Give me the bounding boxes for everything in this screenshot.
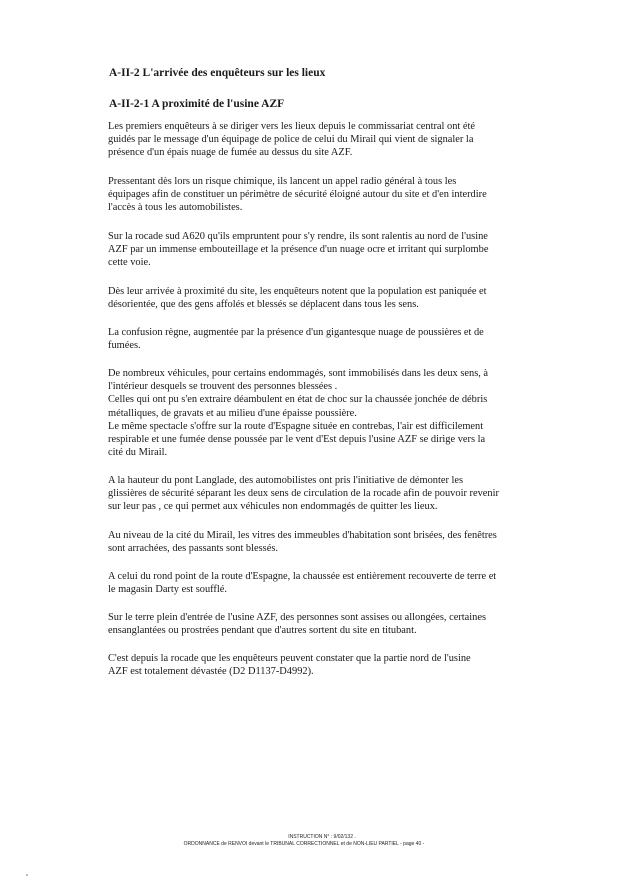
paragraph-line: AZF par un immense embouteillage et la présence d'un nuage ocre et irritant qui surplombe	[108, 244, 489, 256]
paragraph-line: La confusion règne, augmentée par la présence d'un gigantesque nuage de poussières et de	[108, 327, 484, 338]
paragraph-line: désorientée, que des gens affolés et blessés se déplacent dans tous les sens.	[108, 299, 419, 311]
paragraph	[108, 285, 548, 311]
paragraph-line: Celles qui ont pu s'en extraire déambulent en état de choc sur la chaussée jonchée de débris	[108, 394, 488, 406]
paragraph-line: AZF est totalement dévastée (D2 D1137-D4992).	[108, 666, 314, 678]
paragraph	[108, 230, 548, 270]
footer-instruction-number: INSTRUCTION N° : 9/02/132 .	[288, 834, 356, 840]
footer-document-title: ORDONNANCE de RENVOI devant le TRIBUNAL CORRECTIONNEL et de NON-LIEU PARTIEL - page 40 -	[183, 841, 425, 847]
paragraph-line: sont arrachées, des passants sont blessés.	[108, 543, 278, 555]
paragraph	[108, 474, 548, 514]
paragraph-line: A la hauteur du pont Langlade, des automobilistes ont pris l'initiative de démonter les	[108, 475, 464, 486]
subsection-heading: A-II-2-1 A proximité de l'usine AZF	[109, 98, 285, 110]
paragraph-line: cité du Mirail.	[108, 447, 168, 459]
paragraph-line: cette voie.	[108, 257, 151, 269]
paragraph-line: C'est depuis la rocade que les enquêteurs peuvent constater que la partie nord de l'usine	[108, 653, 471, 664]
paragraph-line: l'intérieur desquels se trouvent des personnes blessées .	[108, 381, 338, 393]
paragraph-line: le magasin Darty est soufflé.	[108, 584, 227, 596]
paragraph-line: Les premiers enquêteurs à se diriger vers les lieux depuis le commissariat central ont été	[108, 121, 476, 132]
paragraph	[108, 120, 548, 160]
paragraph	[108, 652, 548, 678]
paragraph-line: Sur la rocade sud A620 qu'ils empruntent pour s'y rendre, ils sont ralentis au nord de l'usine	[108, 231, 488, 242]
paragraph-line: guidés par le message d'un équipage de police de celui du Mirail qui vient de signaler la	[108, 134, 474, 146]
paragraph-line: équipages afin de constituer un périmètre de sécurité éloigné autour du site et d'en interdire	[108, 189, 487, 201]
paragraph-line: glissières de sécurité séparant les deux sens de circulation de la rocade afin de pouvoir revenir	[108, 488, 499, 500]
paragraph-line: l'accès à tous les automobilistes.	[108, 202, 243, 214]
section-heading: A-II-2 L'arrivée des enquêteurs sur les lieux	[109, 67, 326, 79]
paragraph	[108, 529, 548, 555]
paragraph-line: métalliques, de gravats et au milieu d'une épaisse poussière.	[108, 407, 357, 419]
paragraph-line: respirable et une fumée dense poussée par le vent d'Est depuis l'usine AZF se dirige vers la	[108, 434, 486, 446]
paragraph-line: présence d'un épais nuage de fumée au dessus du site AZF.	[108, 147, 353, 159]
paragraph	[108, 326, 548, 352]
paragraph-line: fumées.	[108, 340, 141, 352]
paragraph	[108, 611, 548, 637]
paragraph-line: Le même spectacle s'offre sur la route d'Espagne située en contrebas, l'air est difficilement	[108, 420, 484, 432]
paragraph	[108, 570, 548, 596]
paragraph-line: sur leur pas , ce qui permet aux véhicules non endommagés de quitter les lieux.	[108, 501, 438, 513]
paragraph-line: Au niveau de la cité du Mirail, les vitres des immeubles d'habitation sont brisées, des fenêtres	[108, 530, 497, 541]
paragraph-line: Pressentant dès lors un risque chimique, ils lancent un appel radio général à tous les	[108, 176, 457, 187]
paragraph-line: Dès leur arrivée à proximité du site, les enquêteurs notent que la population est paniquée et	[108, 286, 487, 297]
paragraph-line: ensanglantées ou prostrées pendant que d'autres sortent du site en titubant.	[108, 625, 417, 637]
paragraph	[108, 175, 548, 215]
paragraph	[108, 367, 548, 459]
paragraph-line: A celui du rond point de la route d'Espagne, la chaussée est entièrement recouverte de terre et	[108, 571, 497, 582]
scan-artifact	[26, 874, 28, 876]
paragraph-line: De nombreux véhicules, pour certains endommagés, sont immobilisés dans les deux sens, à	[108, 368, 489, 379]
paragraph-line: Sur le terre plein d'entrée de l'usine AZF, des personnes sont assises ou allongées, certaines	[108, 612, 487, 623]
